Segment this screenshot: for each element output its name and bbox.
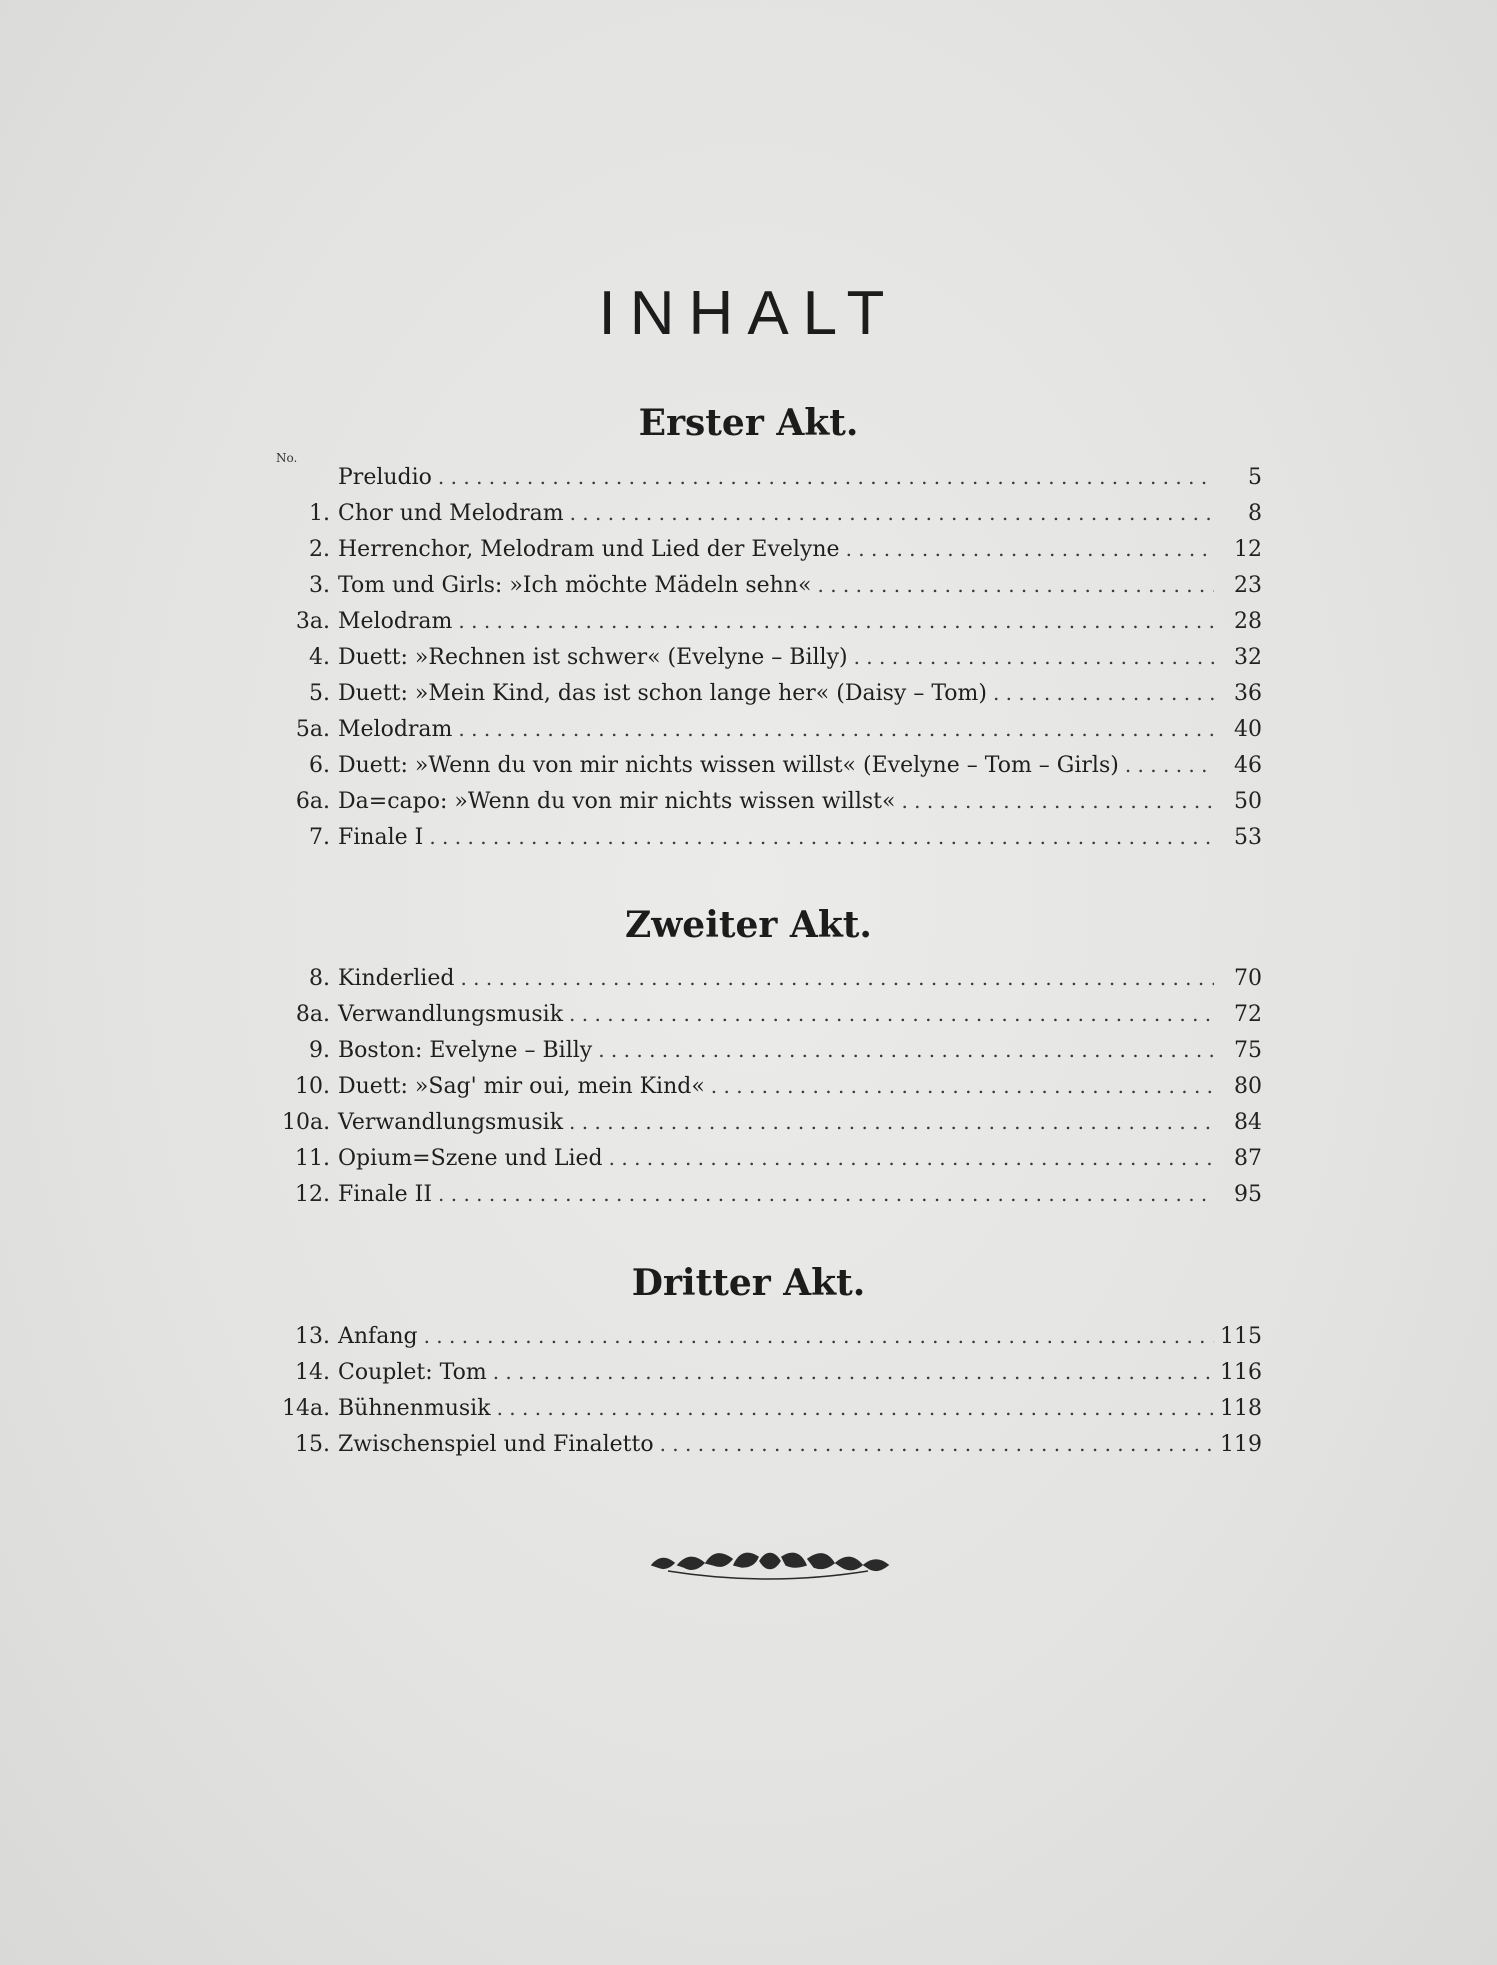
entry-title: Herrenchor, Melodram und Lied der Evelyne: [338, 537, 840, 562]
entry-number: 10.: [295, 1074, 330, 1099]
entry-title: Finale II: [338, 1182, 433, 1207]
section-heading-act-1: Erster Akt.: [638, 402, 859, 444]
entry-title: Duett: »Wenn du von mir nichts wissen willst« (Evelyne – Tom – Girls): [338, 753, 1119, 778]
ornament-vignette: [648, 1543, 892, 1583]
entry-number: 11.: [295, 1146, 330, 1171]
entry-title: Da=capo: »Wenn du von mir nichts wissen willst«: [338, 789, 896, 814]
toc-entry: [282, 1032, 1262, 1068]
entry-page-number: 36: [1234, 681, 1262, 706]
dot-leader: [817, 567, 1214, 603]
toc-entry: [282, 1318, 1262, 1354]
entry-number: 7.: [309, 825, 330, 850]
toc-list-act-3: [282, 1318, 1262, 1462]
toc-entry: [282, 960, 1262, 996]
entry-number: 2.: [309, 537, 330, 562]
entry-title: Chor und Melodram: [338, 501, 564, 526]
entry-title: Couplet: Tom: [338, 1360, 487, 1385]
toc-entry: [282, 639, 1262, 675]
toc-entry: [282, 747, 1262, 783]
entry-title: Duett: »Mein Kind, das ist schon lange her« (Daisy – Tom): [338, 681, 987, 706]
toc-entry: [282, 531, 1262, 567]
toc-entry: [282, 819, 1262, 855]
entry-page-number: 23: [1234, 573, 1262, 598]
entry-page-number: 8: [1248, 501, 1262, 526]
entry-number: 5.: [309, 681, 330, 706]
entry-number: 9.: [309, 1038, 330, 1063]
entry-title: Melodram: [338, 609, 453, 634]
dot-leader: [569, 1104, 1214, 1140]
entry-page-number: 80: [1234, 1074, 1262, 1099]
entry-number: 3a.: [295, 609, 330, 634]
entry-page-number: 116: [1220, 1360, 1262, 1385]
entry-title: Bühnenmusik: [338, 1396, 491, 1421]
toc-entry: [282, 1176, 1262, 1212]
entry-title: Zwischenspiel und Finaletto: [338, 1432, 654, 1457]
entry-title: Duett: »Sag' mir oui, mein Kind«: [338, 1074, 705, 1099]
section-heading-act-2: Zweiter Akt.: [625, 904, 872, 946]
toc-entry: [282, 711, 1262, 747]
entry-number: 10a.: [282, 1110, 331, 1135]
dot-leader: [846, 531, 1214, 567]
dot-leader: [569, 996, 1214, 1032]
entry-number: 13.: [295, 1324, 330, 1349]
entry-number: 14.: [295, 1360, 330, 1385]
entry-page-number: 28: [1234, 609, 1262, 634]
entry-number: 8.: [309, 966, 330, 991]
dot-leader: [570, 495, 1214, 531]
toc-entry: [282, 495, 1262, 531]
entry-number: 8a.: [295, 1002, 330, 1027]
entry-page-number: 32: [1234, 645, 1262, 670]
entry-page-number: 46: [1234, 753, 1262, 778]
entry-number: 15.: [295, 1432, 330, 1457]
entry-title: Duett: »Rechnen ist schwer« (Evelyne – Billy): [338, 645, 848, 670]
toc-entry: [282, 675, 1262, 711]
entry-title: Verwandlungsmusik: [338, 1110, 564, 1135]
dot-leader: [458, 603, 1214, 639]
entry-page-number: 5: [1248, 465, 1262, 490]
section-heading-act-3: Dritter Akt.: [631, 1262, 866, 1304]
entry-title: Boston: Evelyne – Billy: [338, 1038, 593, 1063]
entry-title: Tom und Girls: »Ich möchte Mädeln sehn«: [338, 573, 812, 598]
entry-page-number: 53: [1234, 825, 1262, 850]
entry-title: Preludio: [338, 465, 432, 490]
entry-page-number: 50: [1234, 789, 1262, 814]
entry-page-number: 70: [1234, 966, 1262, 991]
dot-leader: [609, 1140, 1214, 1176]
toc-entry: [282, 459, 1262, 495]
dot-leader: [993, 675, 1214, 711]
dot-leader: [460, 960, 1214, 996]
toc-entry: [282, 603, 1262, 639]
entry-number: 4.: [309, 645, 330, 670]
entry-title: Verwandlungsmusik: [338, 1002, 564, 1027]
toc-entry: [282, 1140, 1262, 1176]
entry-page-number: 119: [1220, 1432, 1262, 1457]
dot-leader: [901, 783, 1214, 819]
number-column-label: No.: [276, 451, 298, 465]
entry-page-number: 40: [1234, 717, 1262, 742]
dot-leader: [660, 1426, 1214, 1462]
entry-page-number: 84: [1234, 1110, 1262, 1135]
dot-leader: [424, 1318, 1214, 1354]
dot-leader: [497, 1390, 1214, 1426]
dot-leader: [711, 1068, 1214, 1104]
toc-entry: [282, 1390, 1262, 1426]
toc-list-act-1: [282, 459, 1262, 855]
entry-page-number: 12: [1234, 537, 1262, 562]
dot-leader: [1125, 747, 1214, 783]
entry-page-number: 87: [1234, 1146, 1262, 1171]
entry-title: Kinderlied: [338, 966, 455, 991]
entry-number: 12.: [295, 1182, 330, 1207]
toc-entry: [282, 783, 1262, 819]
dot-leader: [493, 1354, 1214, 1390]
entry-page-number: 115: [1220, 1324, 1262, 1349]
entry-page-number: 118: [1220, 1396, 1262, 1421]
entry-page-number: 72: [1234, 1002, 1262, 1027]
entry-title: Opium=Szene und Lied: [338, 1146, 603, 1171]
entry-number: 6.: [309, 753, 330, 778]
entry-number: 1.: [309, 501, 330, 526]
dot-leader: [854, 639, 1214, 675]
entry-title: Anfang: [338, 1324, 418, 1349]
entry-number: 3.: [309, 573, 330, 598]
toc-entry: [282, 1068, 1262, 1104]
entry-number: 6a.: [295, 789, 330, 814]
entry-title: Finale I: [338, 825, 424, 850]
dot-leader: [429, 819, 1214, 855]
toc-entry: [282, 1426, 1262, 1462]
toc-entry: [282, 1354, 1262, 1390]
page-title: INHALT: [598, 279, 899, 348]
entry-number: 14a.: [282, 1396, 331, 1421]
entry-page-number: 75: [1234, 1038, 1262, 1063]
dot-leader: [458, 711, 1214, 747]
entry-title: Melodram: [338, 717, 453, 742]
entry-number: 5a.: [295, 717, 330, 742]
toc-list-act-2: [282, 960, 1262, 1212]
dot-leader: [438, 1176, 1214, 1212]
dot-leader: [438, 459, 1214, 495]
toc-entry: [282, 996, 1262, 1032]
entry-page-number: 95: [1234, 1182, 1262, 1207]
toc-entry: [282, 567, 1262, 603]
toc-entry: [282, 1104, 1262, 1140]
dot-leader: [598, 1032, 1214, 1068]
